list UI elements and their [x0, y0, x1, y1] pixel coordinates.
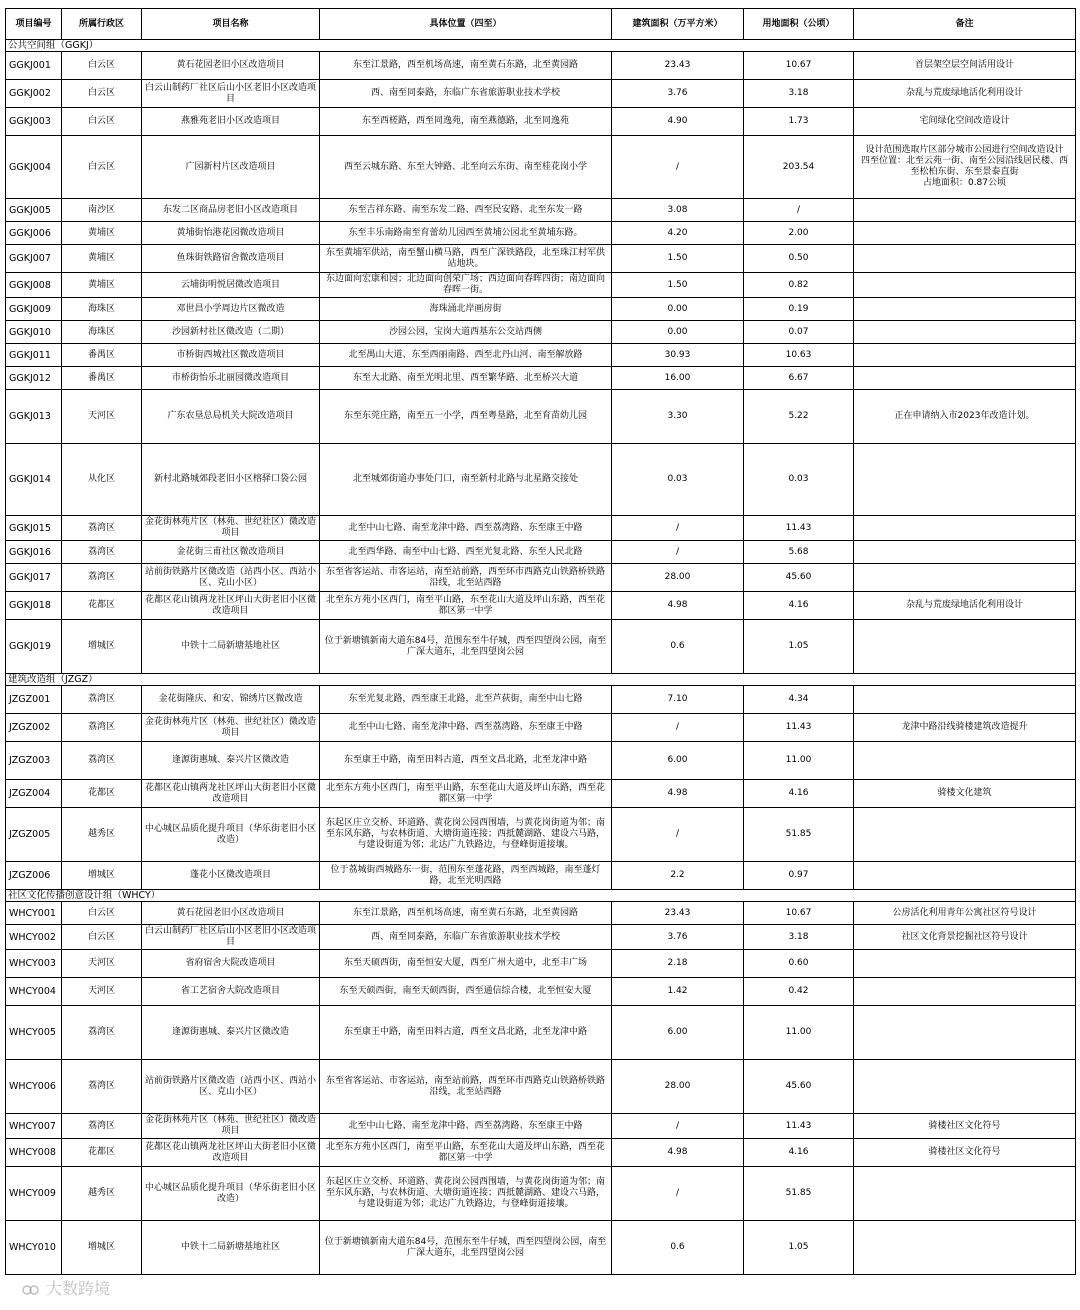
cell-building-area: 28.00: [612, 564, 744, 592]
cell-name: 鱼珠街铁路宿舍微改造项目: [142, 245, 320, 273]
cell-land-area: 0.19: [744, 298, 854, 321]
cell-building-area: /: [612, 1167, 744, 1221]
cell-land-area: 11.43: [744, 714, 854, 742]
cell-remarks: [854, 1006, 1076, 1060]
cell-land-area: 45.60: [744, 1060, 854, 1114]
cell-location: 西至云城东路、东至大钟路、北至向云东街、南至桂花岗小学: [320, 136, 612, 199]
cell-land-area: /: [744, 199, 854, 222]
cell-name: 黄石花园老旧小区改造项目: [142, 902, 320, 925]
cell-land-area: 51.85: [744, 808, 854, 862]
table-row: [6, 108, 1076, 136]
table-row: [6, 199, 1076, 222]
cell-id: GGKJ003: [6, 108, 62, 136]
cell-remarks: [854, 862, 1076, 890]
table-row: [6, 1221, 1076, 1275]
cell-location: 北至城郊街道办事处门口，南至新村北路与北星路交接处: [320, 444, 612, 516]
cell-land-area: 2.00: [744, 222, 854, 245]
cell-name: 金花街隆庆、和安、锦绣片区微改造: [142, 686, 320, 714]
cell-district: 白云区: [62, 902, 142, 925]
cell-name: 黄石花园老旧小区改造项目: [142, 52, 320, 80]
cell-id: GGKJ004: [6, 136, 62, 199]
cell-district: 越秀区: [62, 1167, 142, 1221]
cell-district: 黄埔区: [62, 273, 142, 298]
cell-district: 白云区: [62, 136, 142, 199]
cell-location: 北至中山七路、南至龙津中路、西至荔湾路、东至康王中路: [320, 714, 612, 742]
cell-building-area: 0.6: [612, 620, 744, 674]
cell-building-area: 16.00: [612, 367, 744, 390]
cell-location: 东至康王中路，南至田料古道，西至文昌北路，北至龙津中路: [320, 742, 612, 780]
cell-id: JZGZ002: [6, 714, 62, 742]
cell-id: WHCY006: [6, 1060, 62, 1114]
table-row: [6, 516, 1076, 541]
group-title: 公共空间组（GGKJ）: [6, 40, 1076, 52]
cell-name: 白云山制药厂社区后山小区老旧小区改造项目: [142, 80, 320, 108]
cell-district: 南沙区: [62, 199, 142, 222]
cell-remarks: [854, 444, 1076, 516]
table-row: [6, 1139, 1076, 1167]
cell-building-area: 1.50: [612, 245, 744, 273]
cell-district: 荔湾区: [62, 1114, 142, 1139]
cell-id: GGKJ006: [6, 222, 62, 245]
cell-land-area: 5.68: [744, 541, 854, 564]
cell-district: 海珠区: [62, 321, 142, 344]
cell-land-area: 0.50: [744, 245, 854, 273]
cell-location: 位于新塘镇新南大道东84号，范围东至牛仔城，西至四望岗公园，南至广深大道东，北至四望岗公园: [320, 620, 612, 674]
cell-id: GGKJ001: [6, 52, 62, 80]
cell-district: 增城区: [62, 862, 142, 890]
cell-district: 增城区: [62, 1221, 142, 1275]
cell-building-area: 0.6: [612, 1221, 744, 1275]
cell-building-area: 4.20: [612, 222, 744, 245]
cell-remarks: [854, 298, 1076, 321]
watermark-text: 大数跨境: [46, 1279, 111, 1298]
cell-location: 东至西槎路，西至同逸苑，南至燕德路，北至同逸苑: [320, 108, 612, 136]
cell-remarks: [854, 245, 1076, 273]
cell-district: 天河区: [62, 978, 142, 1006]
cell-id: GGKJ009: [6, 298, 62, 321]
cell-district: 荔湾区: [62, 686, 142, 714]
cell-location: 位于荔城街西城路东一街，范围东至蓬花路，西至西城路，南至蓬灯路，北至光明西路: [320, 862, 612, 890]
cell-remarks: [854, 1221, 1076, 1275]
cell-id: GGKJ016: [6, 541, 62, 564]
cell-name: 金花街林苑片区（林苑、世纪社区）微改造项目: [142, 714, 320, 742]
group-title: 社区文化传播创意设计组（WHCY）: [6, 890, 1076, 902]
cell-remarks: 正在申请纳入市2023年改造计划。: [854, 390, 1076, 444]
cell-land-area: 10.67: [744, 52, 854, 80]
cell-land-area: 0.60: [744, 950, 854, 978]
cell-land-area: 11.43: [744, 516, 854, 541]
header-land-area: 用地面积（公顷）: [744, 9, 854, 40]
cell-building-area: 0.00: [612, 298, 744, 321]
cell-building-area: /: [612, 136, 744, 199]
cell-building-area: 2.18: [612, 950, 744, 978]
cell-id: JZGZ005: [6, 808, 62, 862]
cell-name: 金花街林苑片区（林苑、世纪社区）微改造项目: [142, 1114, 320, 1139]
cell-name: 中心城区品质化提升项目（华乐街老旧小区改造）: [142, 808, 320, 862]
cell-land-area: 45.60: [744, 564, 854, 592]
header-location: 具体位置（四至）: [320, 9, 612, 40]
cell-land-area: 5.22: [744, 390, 854, 444]
cell-land-area: 4.34: [744, 686, 854, 714]
cell-id: WHCY007: [6, 1114, 62, 1139]
header-remarks: 备注: [854, 9, 1076, 40]
cell-id: GGKJ011: [6, 344, 62, 367]
cell-name: 花都区花山镇两龙社区坪山大街老旧小区微改造项目: [142, 1139, 320, 1167]
cell-building-area: 4.90: [612, 108, 744, 136]
cell-remarks: [854, 367, 1076, 390]
cell-district: 番禺区: [62, 344, 142, 367]
cell-land-area: 11.43: [744, 1114, 854, 1139]
cell-remarks: [854, 950, 1076, 978]
cell-remarks: [854, 199, 1076, 222]
table-row: [6, 222, 1076, 245]
cell-district: 花都区: [62, 780, 142, 808]
table-row: [6, 136, 1076, 199]
cell-remarks: [854, 222, 1076, 245]
cell-remarks: [854, 516, 1076, 541]
cell-land-area: 1.73: [744, 108, 854, 136]
cell-id: GGKJ010: [6, 321, 62, 344]
cell-district: 花都区: [62, 592, 142, 620]
cell-location: 北至中山七路、南至龙津中路、西至荔湾路、东至康王中路: [320, 1114, 612, 1139]
cell-district: 白云区: [62, 108, 142, 136]
cell-remarks: 骑楼社区文化符号: [854, 1114, 1076, 1139]
cell-building-area: 3.76: [612, 925, 744, 950]
cell-building-area: 7.10: [612, 686, 744, 714]
cell-district: 天河区: [62, 950, 142, 978]
cell-name: 云埔街明悦居微改造项目: [142, 273, 320, 298]
cell-id: JZGZ003: [6, 742, 62, 780]
cell-land-area: 3.18: [744, 80, 854, 108]
cell-remarks: 杂乱与荒废绿地活化利用设计: [854, 592, 1076, 620]
table-row: [6, 444, 1076, 516]
cell-name: 金花街三甫社区微改造项目: [142, 541, 320, 564]
cell-location: 海珠涌北岸画房街: [320, 298, 612, 321]
cell-name: 花都区花山镇两龙社区坪山大街老旧小区微改造项目: [142, 780, 320, 808]
cell-land-area: 11.00: [744, 1006, 854, 1060]
cell-building-area: 2.2: [612, 862, 744, 890]
cell-land-area: 0.97: [744, 862, 854, 890]
cell-name: 中铁十二局新塘基地社区: [142, 620, 320, 674]
cell-remarks: [854, 564, 1076, 592]
cell-land-area: 0.82: [744, 273, 854, 298]
cell-remarks: 杂乱与荒废绿地活化利用设计: [854, 80, 1076, 108]
cell-remarks: 骑楼文化建筑: [854, 780, 1076, 808]
cell-id: WHCY004: [6, 978, 62, 1006]
cell-name: 中心城区品质化提升项目（华乐街老旧小区改造）: [142, 1167, 320, 1221]
cell-remarks: [854, 620, 1076, 674]
cell-location: 西、南至同泰路，东临广东省旅游职业技术学校: [320, 80, 612, 108]
table-row: [6, 862, 1076, 890]
cell-land-area: 1.05: [744, 1221, 854, 1275]
cell-district: 黄埔区: [62, 245, 142, 273]
cell-location: 东边面向宏康和园；北边面向创荣广场；西边面向春晖四街；南边面向春晖一街。: [320, 273, 612, 298]
cell-location: 东至天硕西街，南至恒安大厦，西至广州大道中，北至丰广场: [320, 950, 612, 978]
cell-building-area: /: [612, 541, 744, 564]
cell-name: 沙园新村社区微改造（二期）: [142, 321, 320, 344]
cell-name: 广园新村片区改造项目: [142, 136, 320, 199]
cell-district: 白云区: [62, 80, 142, 108]
cell-remarks: [854, 344, 1076, 367]
cell-name: 邓世昌小学周边片区微改造: [142, 298, 320, 321]
table-row: [6, 742, 1076, 780]
cell-location: 东至吉祥东路、南至东发二路、西至民安路、北至东发一路: [320, 199, 612, 222]
cell-land-area: 51.85: [744, 1167, 854, 1221]
cell-building-area: 23.43: [612, 52, 744, 80]
cell-district: 荔湾区: [62, 1060, 142, 1114]
cell-name: 黄埔街怡港花园微改造项目: [142, 222, 320, 245]
cell-id: JZGZ001: [6, 686, 62, 714]
cell-building-area: 4.98: [612, 780, 744, 808]
cell-name: 花都区花山镇两龙社区坪山大街老旧小区微改造项目: [142, 592, 320, 620]
cell-remarks: [854, 1167, 1076, 1221]
cell-name: 站前街铁路片区微改造（站西小区、西站小区、克山小区）: [142, 1060, 320, 1114]
cell-remarks: [854, 686, 1076, 714]
cell-land-area: 11.00: [744, 742, 854, 780]
cell-remarks: 龙津中路沿线骑楼建筑改造提升: [854, 714, 1076, 742]
table-row: [6, 80, 1076, 108]
table-row: [6, 52, 1076, 80]
group-title-row: [6, 674, 1076, 686]
cell-remarks: [854, 978, 1076, 1006]
cell-id: JZGZ004: [6, 780, 62, 808]
cell-building-area: 4.98: [612, 1139, 744, 1167]
cell-name: 东发二区商品房老旧小区改造项目: [142, 199, 320, 222]
cell-location: 东至江景路，西至机场高速，南至黄石东路，北至黄园路: [320, 52, 612, 80]
cell-building-area: 1.42: [612, 978, 744, 1006]
cell-name: 金花街林苑片区（林苑、世纪社区）微改造项目: [142, 516, 320, 541]
cell-district: 荔湾区: [62, 541, 142, 564]
table-row: [6, 714, 1076, 742]
table-row: [6, 245, 1076, 273]
cell-id: WHCY002: [6, 925, 62, 950]
cell-location: 东至黄埔军供站，南至蟹山横马路，西至广深铁路段，北至珠江村军供站地块。: [320, 245, 612, 273]
cell-name: 市桥街西城社区微改造项目: [142, 344, 320, 367]
cell-location: 东起区庄立交桥、环道路、黄花岗公园西围墙，与黄花岗街道为邻；南至东风东路，与农林街道、大塘街道连接；西抵麓湖路、建设六马路，与建设街道为邻；北达广九铁路边，与登峰街道接壤。: [320, 808, 612, 862]
cell-building-area: /: [612, 516, 744, 541]
cell-district: 越秀区: [62, 808, 142, 862]
table-row: [6, 950, 1076, 978]
cell-remarks: 宅间绿化空间改造设计: [854, 108, 1076, 136]
cell-building-area: 30.93: [612, 344, 744, 367]
cell-land-area: 6.67: [744, 367, 854, 390]
cell-building-area: 28.00: [612, 1060, 744, 1114]
cell-location: 北至东方苑小区西门，南至平山路，东至花山大道及坪山东路，西至花都区第一中学: [320, 1139, 612, 1167]
cell-id: GGKJ014: [6, 444, 62, 516]
cell-building-area: 6.00: [612, 742, 744, 780]
header-row: [6, 9, 1076, 40]
cell-name: 中铁十二局新塘基地社区: [142, 1221, 320, 1275]
cell-name: 逢源街惠城、泰兴片区微改造: [142, 1006, 320, 1060]
cell-district: 荔湾区: [62, 714, 142, 742]
watermark: [22, 1277, 142, 1301]
cell-building-area: 3.76: [612, 80, 744, 108]
header-building-area: 建筑面积（万平方米）: [612, 9, 744, 40]
cell-location: 东至光复北路，西至康王北路，北至芦荻街，南至中山七路: [320, 686, 612, 714]
cell-building-area: 1.50: [612, 273, 744, 298]
table-row: [6, 273, 1076, 298]
cell-name: 站前街铁路片区微改造（站西小区、西站小区、克山小区）: [142, 564, 320, 592]
cell-land-area: 0.07: [744, 321, 854, 344]
cell-location: 北至中山七路、南至龙津中路、西至荔湾路、东至康王中路: [320, 516, 612, 541]
cell-district: 从化区: [62, 444, 142, 516]
cell-building-area: 0.00: [612, 321, 744, 344]
table-row: [6, 298, 1076, 321]
cell-name: 省府宿舍大院改造项目: [142, 950, 320, 978]
cell-location: 北至禺山大道、东至西丽南路、西至北丹山河、南至解放路: [320, 344, 612, 367]
cell-id: GGKJ017: [6, 564, 62, 592]
cell-district: 番禺区: [62, 367, 142, 390]
cell-land-area: 4.16: [744, 780, 854, 808]
cell-remarks: [854, 742, 1076, 780]
cell-name: 省工艺宿舍大院改造项目: [142, 978, 320, 1006]
cell-building-area: /: [612, 714, 744, 742]
cell-id: WHCY009: [6, 1167, 62, 1221]
table-row: [6, 1006, 1076, 1060]
cell-remarks: [854, 808, 1076, 862]
table-row: [6, 344, 1076, 367]
cell-remarks: [854, 321, 1076, 344]
header-district: 所属行政区: [62, 9, 142, 40]
cell-district: 白云区: [62, 52, 142, 80]
cell-building-area: /: [612, 1114, 744, 1139]
cell-location: 北至东方苑小区西门，南至平山路，东至花山大道及坪山东路，西至花都区第一中学: [320, 592, 612, 620]
table-row: [6, 1060, 1076, 1114]
cell-remarks: 公房活化利用青年公寓社区符号设计: [854, 902, 1076, 925]
cell-district: 天河区: [62, 390, 142, 444]
cell-id: GGKJ013: [6, 390, 62, 444]
table-row: [6, 1114, 1076, 1139]
cell-id: GGKJ002: [6, 80, 62, 108]
cell-land-area: 0.03: [744, 444, 854, 516]
cell-land-area: 10.67: [744, 902, 854, 925]
cell-name: 广东农垦总局机关大院改造项目: [142, 390, 320, 444]
cell-id: WHCY008: [6, 1139, 62, 1167]
table-row: [6, 321, 1076, 344]
cell-remarks: 首层架空层空间活用设计: [854, 52, 1076, 80]
cell-location: 北至西华路、南至中山七路、西至光复北路、东至人民北路: [320, 541, 612, 564]
cell-id: GGKJ019: [6, 620, 62, 674]
cell-district: 花都区: [62, 1139, 142, 1167]
cell-location: 东至康王中路，南至田料古道，西至文昌北路，北至龙津中路: [320, 1006, 612, 1060]
cell-id: GGKJ018: [6, 592, 62, 620]
cell-id: WHCY003: [6, 950, 62, 978]
cell-remarks: 社区文化背景挖掘社区符号设计: [854, 925, 1076, 950]
table-row: [6, 808, 1076, 862]
cell-district: 荔湾区: [62, 564, 142, 592]
cell-land-area: 4.16: [744, 1139, 854, 1167]
cell-id: WHCY005: [6, 1006, 62, 1060]
cell-name: 燕雅苑老旧小区改造项目: [142, 108, 320, 136]
cell-district: 海珠区: [62, 298, 142, 321]
cell-id: GGKJ012: [6, 367, 62, 390]
cell-building-area: 6.00: [612, 1006, 744, 1060]
group-title-row: [6, 890, 1076, 902]
cell-name: 蓬花小区微改造项目: [142, 862, 320, 890]
cell-remarks: 骑楼社区文化符号: [854, 1139, 1076, 1167]
cell-name: 白云山制药厂社区后山小区老旧小区改造项目: [142, 925, 320, 950]
cell-id: WHCY010: [6, 1221, 62, 1275]
cell-district: 白云区: [62, 925, 142, 950]
table-row: [6, 780, 1076, 808]
cell-location: 东至江景路，西至机场高速，南至黄石东路，北至黄园路: [320, 902, 612, 925]
table-row: [6, 564, 1076, 592]
table-row: [6, 902, 1076, 925]
table-row: [6, 686, 1076, 714]
group-title-row: [6, 40, 1076, 52]
cell-id: GGKJ008: [6, 273, 62, 298]
cell-location: 东至省客运站、市客运站，南至站前路，西至环市西路克山铁路桥铁路沿线，北至站西路: [320, 564, 612, 592]
cell-building-area: /: [612, 808, 744, 862]
cell-building-area: 3.30: [612, 390, 744, 444]
table-row: [6, 620, 1076, 674]
cell-location: 东至丰乐南路南至育蕾幼儿园西至黄埔公园北至黄埔东路。: [320, 222, 612, 245]
header-id: 项目编号: [6, 9, 62, 40]
cell-name: 逢源街惠城、泰兴片区微改造: [142, 742, 320, 780]
cell-land-area: 1.05: [744, 620, 854, 674]
cell-location: 西、南至同泰路，东临广东省旅游职业技术学校: [320, 925, 612, 950]
watermark-logo-icon: [22, 1282, 42, 1298]
table-row: [6, 592, 1076, 620]
cell-location: 东至东莞庄路，南至五一小学，西至粤垦路，北至育苗幼儿园: [320, 390, 612, 444]
cell-district: 荔湾区: [62, 742, 142, 780]
cell-name: 市桥街怡乐北丽园微改造项目: [142, 367, 320, 390]
cell-name: 新村北路城郊段老旧小区榕驿口袋公园: [142, 444, 320, 516]
cell-id: GGKJ007: [6, 245, 62, 273]
table-row: [6, 978, 1076, 1006]
cell-id: GGKJ015: [6, 516, 62, 541]
cell-district: 荔湾区: [62, 1006, 142, 1060]
cell-district: 增城区: [62, 620, 142, 674]
header-name: 项目名称: [142, 9, 320, 40]
cell-building-area: 0.03: [612, 444, 744, 516]
cell-building-area: 23.43: [612, 902, 744, 925]
cell-remarks: [854, 541, 1076, 564]
cell-remarks: 设计范围选取片区部分城市公园进行空间改造设计 四至位置：北至云苑一街、南至公园沿线居民楼、西至松柏东街、东至景泰直街 占地面积：0.87公顷: [854, 136, 1076, 199]
cell-location: 东起区庄立交桥、环道路、黄花岗公园西围墙，与黄花岗街道为邻；南至东风东路，与农林街道、大塘街道连接；西抵麓湖路、建设六马路，与建设街道为邻；北达广九铁路边，与登峰街道接壤。: [320, 1167, 612, 1221]
table-row: [6, 367, 1076, 390]
cell-building-area: 4.98: [612, 592, 744, 620]
table-row: [6, 1167, 1076, 1221]
cell-land-area: 10.63: [744, 344, 854, 367]
cell-location: 东至大北路、南至光明北里、西至繁华路、北至桥兴大道: [320, 367, 612, 390]
table-row: [6, 390, 1076, 444]
table-row: [6, 925, 1076, 950]
cell-id: GGKJ005: [6, 199, 62, 222]
cell-land-area: 4.16: [744, 592, 854, 620]
cell-land-area: 3.18: [744, 925, 854, 950]
cell-location: 东至天硕西街，南至天硕西街，西至通信综合楼，北至恒安大厦: [320, 978, 612, 1006]
cell-building-area: 3.08: [612, 199, 744, 222]
cell-district: 荔湾区: [62, 516, 142, 541]
cell-remarks: [854, 273, 1076, 298]
cell-district: 黄埔区: [62, 222, 142, 245]
cell-id: WHCY001: [6, 902, 62, 925]
group-title: 建筑改造组（JZGZ）: [6, 674, 1076, 686]
cell-land-area: 203.54: [744, 136, 854, 199]
cell-location: 位于新塘镇新南大道东84号，范围东至牛仔城，西至四望岗公园，南至广深大道东，北至四望岗公园: [320, 1221, 612, 1275]
projects-table: [5, 8, 1076, 1275]
table-row: [6, 541, 1076, 564]
cell-location: 沙园公园，宝岗大道西基东公交站西侧: [320, 321, 612, 344]
cell-remarks: [854, 1060, 1076, 1114]
cell-location: 北至东方苑小区西门，南至平山路，东至花山大道及坪山东路，西至花都区第一中学: [320, 780, 612, 808]
cell-land-area: 0.42: [744, 978, 854, 1006]
cell-location: 东至省客运站、市客运站，南至站前路，西至环市西路克山铁路桥铁路沿线，北至站西路: [320, 1060, 612, 1114]
cell-id: JZGZ006: [6, 862, 62, 890]
